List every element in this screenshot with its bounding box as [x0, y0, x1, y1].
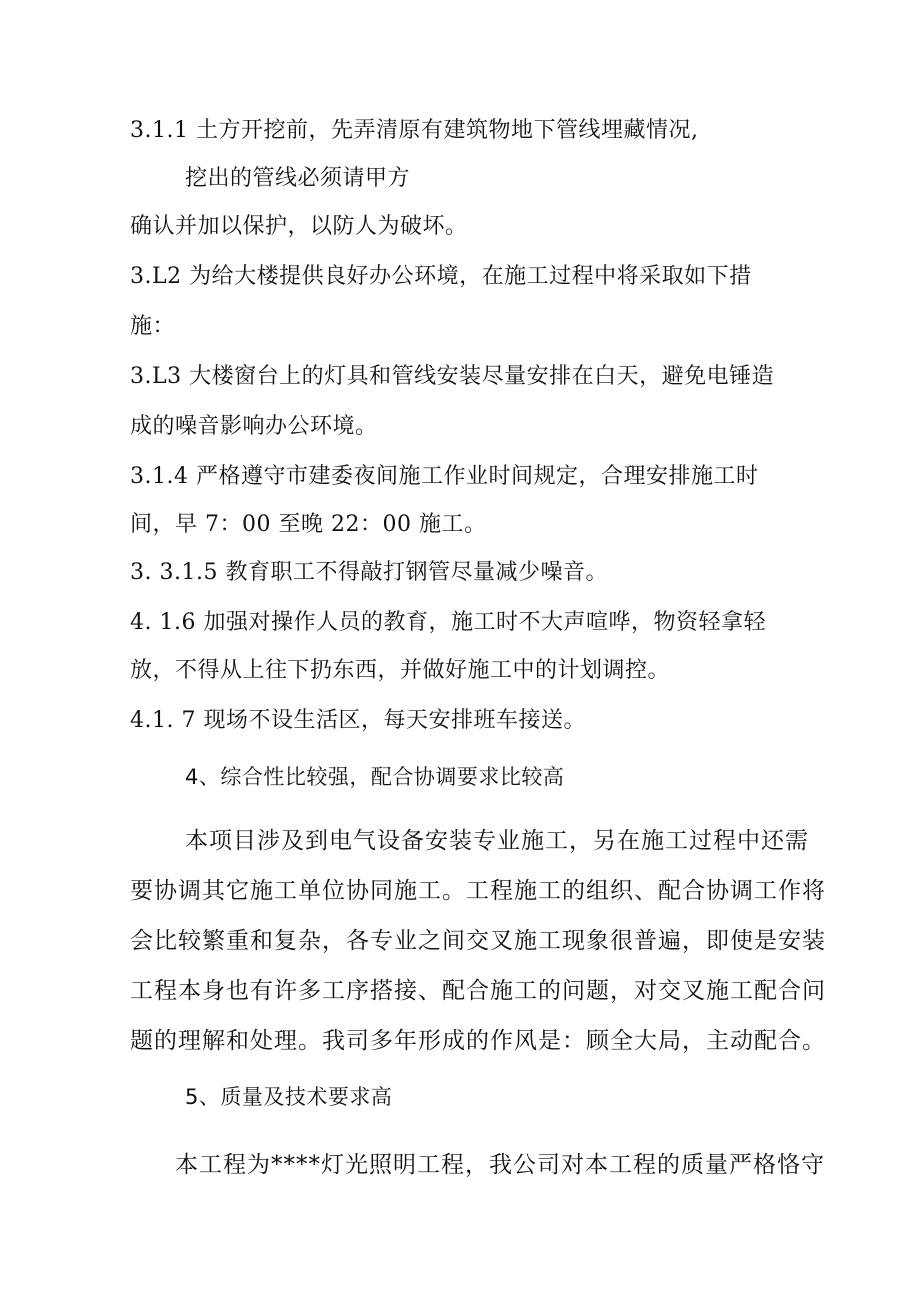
text-line: 挖出的管线必须请甲方 [185, 166, 411, 191]
section-4-heading: 4、综合性比较强，配合协调要求比较高 [185, 765, 565, 789]
section-4-paragraph-line: 工程本身也有许多工序搭接、配合施工的问题，对交叉施工配合问 [130, 978, 826, 1004]
text-line: 3.1.4 严格遵守市建委夜间施工作业时间规定，合理安排施工时 [130, 464, 759, 489]
section-5-paragraph-line: 本工程为****灯光照明工程，我公司对本工程的质量严格恪守 [175, 1152, 825, 1178]
text-line: 间，早 7：00 至晚 22：00 施工。 [130, 512, 487, 537]
text-line: 4. 1.6 加强对操作人员的教育，施工时不大声喧哗，物资轻拿轻 [130, 610, 766, 635]
text-line: 确认并加以保护，以防人为破坏。 [130, 214, 468, 239]
text-line: 3.L3 大楼窗台上的灯具和管线安装尽量安排在白天，避免电锤造 [130, 364, 775, 389]
section-4-paragraph-line: 题的理解和处理。我司多年形成的作风是：顾全大局，主动配合。 [130, 1028, 826, 1054]
text-line: 4.1. 7 现场不设生活区，每天安排班车接送。 [130, 708, 586, 733]
text-line: 放，不得从上往下扔东西，并做好施工中的计划调控。 [130, 658, 671, 683]
text-line: 3.1.1 土方开挖前，先弄清原有建筑物地下管线埋藏情况, [130, 118, 699, 143]
text-line: 3. 3.1.5 教育职工不得敲打钢管尽量减少噪音。 [130, 560, 608, 585]
text-line: 成的噪音影响办公环境。 [130, 414, 378, 439]
section-4-paragraph-line: 会比较繁重和复杂，各专业之间交叉施工现象很普遍，即使是安装 [130, 928, 826, 954]
section-5-heading: 5、质量及技术要求高 [185, 1085, 393, 1109]
section-4-paragraph-line: 本项目涉及到电气设备安装专业施工，另在施工过程中还需 [185, 828, 809, 854]
section-4-paragraph-line: 要协调其它施工单位协同施工。工程施工的组织、配合协调工作将 [130, 878, 826, 904]
text-line: 施： [130, 314, 176, 339]
text-line: 3.L2 为给大楼提供良好办公环境，在施工过程中将采取如下措 [130, 264, 752, 289]
